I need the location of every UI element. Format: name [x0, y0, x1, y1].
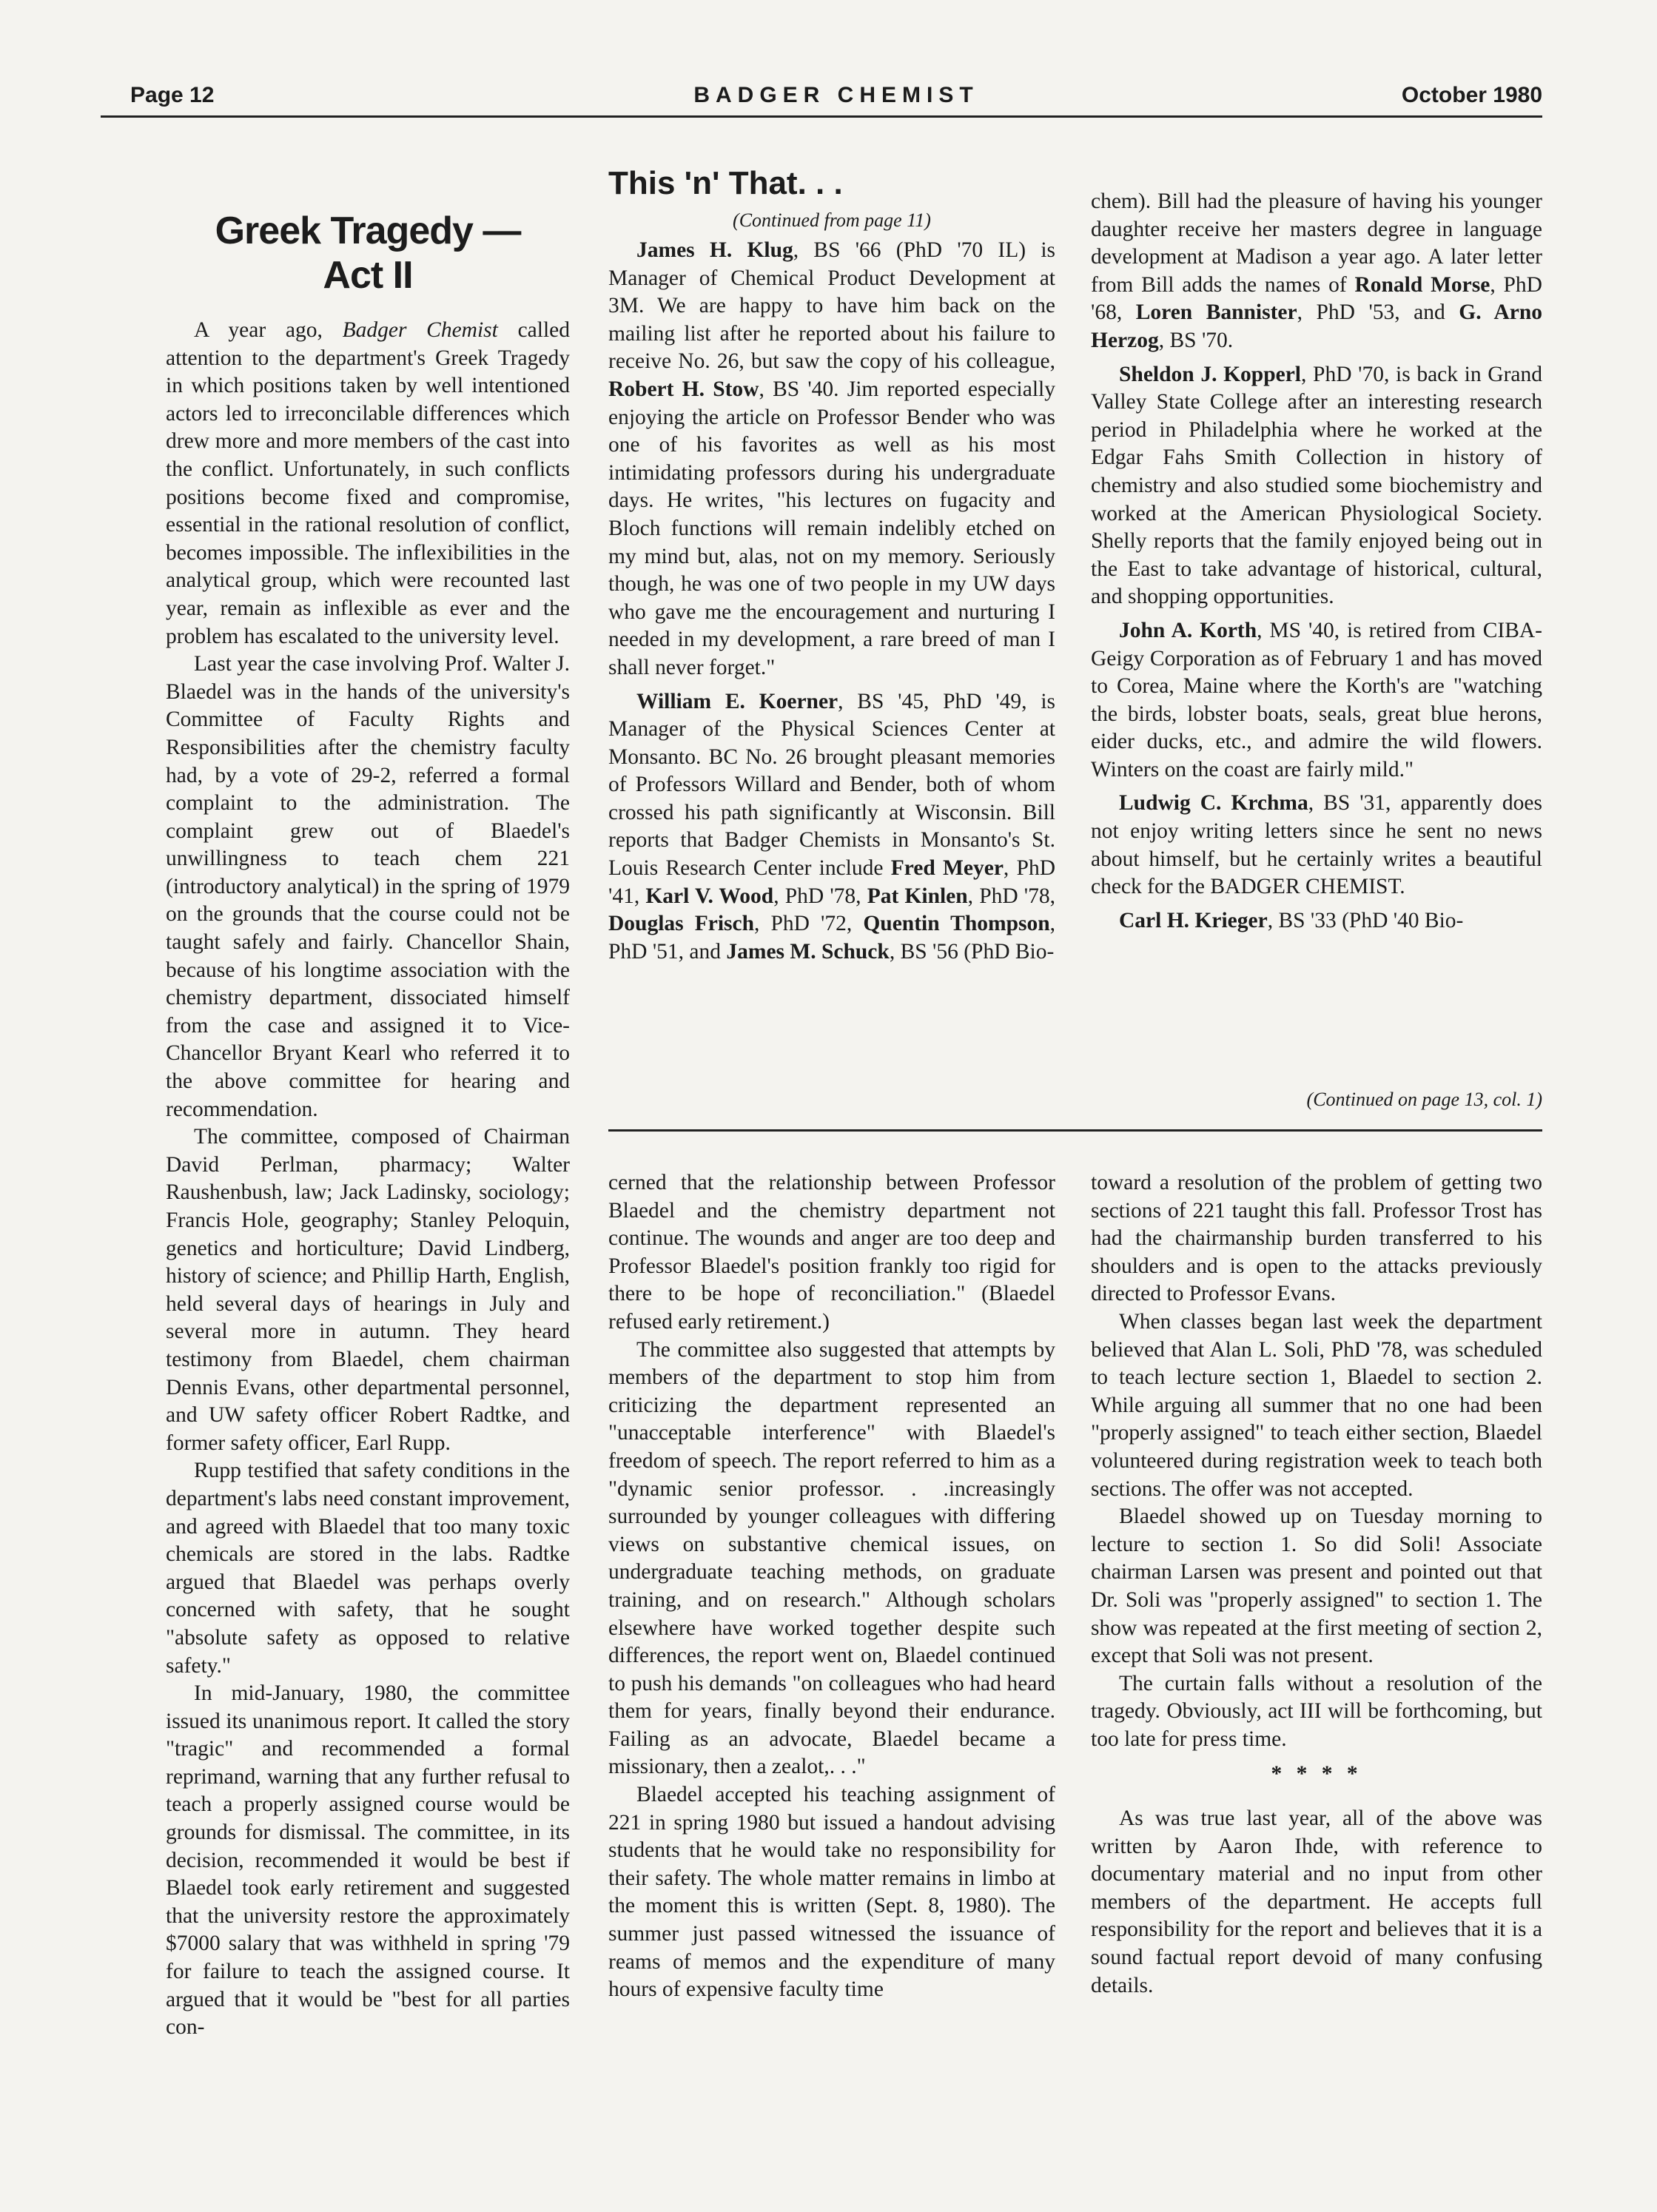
greek-paragraph-4: Rupp testified that safety conditions in the department's labs need constant improvement, and agreed with Blaedel that too many toxic chemicals are stored in the labs. Radtke argued that Blaedel was perhaps overly concerned with safety, that he sought "absolute safety as opposed to relative safety."	[166, 1459, 570, 1678]
greek-paragraph-12: The curtain falls without a resolution of the tragedy. Obviously, act III will be forthcoming, but too late for press time.	[1091, 1671, 1542, 1751]
greek-tragedy-continued-column-3	[1091, 1169, 1542, 2000]
krieger-item: Carl H. Krieger, BS '33 (PhD '40 Bio-	[1119, 908, 1464, 932]
person-name: Loren Bannister	[1135, 300, 1297, 325]
person-name: William E. Koerner	[636, 689, 838, 713]
greek-paragraph-3: The committee, composed of Chairman David Perlman, pharmacy; Walter Raushenbush, law; Jack Ladinsky, sociology; Francis Hole, geography; Stanley Peloquin, genetics and horticulture; David Lindberg, history of science; and Phillip Harth, English, held several days of hearings in July and several more in autumn. They heard testimony from Blaedel, chem chairman Dennis Evans, other departmental personnel, and UW safety officer Robert Radtke, and former safety officer, Earl Rupp.	[166, 1125, 570, 1455]
greek-paragraph-7: The committee also suggested that attempts by members of the department to stop him from criticizing the department represented an "unacceptable interference" with Blaedel's freedom of speech. The report referred to him as a "dynamic senior professor. . .increasingly surrounded by younger colleagues with differing views on substantive chemical issues, on undergraduate teaching methods, on graduate training, and on research." Although scholars elsewhere have worked together despite such differences, the report went on, Blaedel continued to push his demands "on colleagues who had heard them for years, finally beyond their endurance. Failing as an advocate, Blaedel became a missionary, then a zealot,. . ."	[608, 1337, 1055, 1779]
continued-on-note: (Continued on page 13, col. 1)	[1306, 1089, 1542, 1110]
greek-paragraph-13: As was true last year, all of the above was written by Aaron Ihde, with reference to documentary material and no input from other members of the department. He accepts full responsibility for the report and believes that it is a sound factual report devoid of many confusing details.	[1091, 1806, 1542, 1997]
greek-paragraph-6: cerned that the relationship between Professor Blaedel and the chemistry department not continue. The wounds and anger are too deep and Professor Blaedel's position frankly too rigid for there to be hope of reconciliation." (Blaedel refused early retirement.)	[608, 1171, 1055, 1334]
person-name: John A. Korth	[1119, 618, 1257, 642]
person-name: Pat Kinlen	[867, 884, 968, 908]
greek-paragraph-8: Blaedel accepted his teaching assignment of 221 in spring 1980 but issued a handout advising students that he would take no responsibility for their safety. The whole matter remains in limbo at the moment this is written (Sept. 8, 1980). The summer just passed witnessed the issuance of reams of memos and the expenditure of many hours of expensive faculty time	[608, 1783, 1055, 2002]
schuck-continuation: chem). Bill had the pleasure of having his younger daughter receive her masters degree in language development at Madison a year ago. A later letter from Bill adds the names of Ronald Morse, PhD '68, Loren Bannister, PhD '53, and G. Arno Herzog, BS '70.	[1091, 189, 1542, 352]
greek-tragedy-continued-column-2	[608, 1169, 1055, 2004]
publication-name: BADGER CHEMIST	[693, 83, 979, 107]
greek-title-line1: Greek Tragedy —	[215, 209, 521, 252]
greek-paragraph-10: When classes began last week the department believed that Alan L. Soli, PhD '78, was scheduled to teach lecture section 1, Blaedel to section 2. While arguing all summer that no one had been "properly assigned" to teach either section, Blaedel volunteered during registration week to teach both sections. The offer was not accepted.	[1091, 1309, 1542, 1501]
person-name: Robert H. Stow	[608, 377, 759, 401]
page-number: Page 12	[130, 83, 215, 107]
greek-title-line2: Act II	[323, 254, 413, 297]
page-header	[130, 83, 1542, 117]
koerner-item: William E. Koerner, BS '45, PhD '49, is Manager of the Physical Sciences Center at Monsanto. BC No. 26 brought pleasant memories of Professors Willard and Bender, both of whom crossed his path significantly at Wisconsin. Bill reports that Badger Chemists in Monsanto's St. Louis Research Center include Fred Meyer, PhD '41, Karl V. Wood, PhD '78, Pat Kinlen, PhD '78, Douglas Frisch, PhD '72, Quentin Thompson, PhD '51, and James M. Schuck, BS '56 (PhD Bio-	[608, 689, 1056, 964]
kopperl-item: Sheldon J. Kopperl, PhD '70, is back in Grand Valley State College after an interesting research period in Philadelphia where he worked at the Edgar Fahs Smith Collection in history of chemistry and also studied some biochemistry and worked at the American Physiological Society. Shelly reports that the family enjoyed being out in the East to take advantage of historical, cultural, and shopping opportunities.	[1091, 362, 1542, 609]
person-name: Karl V. Wood	[645, 884, 774, 908]
greek-paragraph-5: In mid-January, 1980, the committee issued its unanimous report. It called the story "tragic" and recommended a formal reprimand, warning that any further refusal to teach a properly assigned course would be grounds for dismissal. The committee, in its decision, recommended it would be best if Blaedel took early retirement and suggested that the university restore the approximately $7000 salary that was withheld in spring '79 for failure to teach the assigned course. It argued that it would be "best for all parties con-	[166, 1681, 570, 2040]
greek-paragraph-2: Last year the case involving Prof. Walter J. Blaedel was in the hands of the university's Committee of Faculty Rights and Responsibilities after the chemistry faculty had, by a vote of 29-2, referred a formal complaint to the administration. The complaint grew out of Blaedel's unwillingness to teach chem 221 (introductory analytical) in the spring of 1979 on the grounds that the course could not be taught safely and fairly. Chancellor Shain, because of his longtime association with the chemistry department, dissociated himself from the case and assigned it to Vice-Chancellor Bryant Kearl who referred it to the above committee for hearing and recommendation.	[166, 652, 570, 1121]
this-n-that-column-2	[608, 237, 1055, 966]
header-rule	[101, 115, 1542, 118]
person-name: Douglas Frisch	[608, 912, 755, 936]
person-name: Ronald Morse	[1354, 272, 1490, 297]
person-name: Ludwig C. Krchma	[1119, 791, 1308, 816]
this-n-that-title: This 'n' That. . .	[608, 165, 843, 201]
publication-italic: Badger Chemist	[342, 318, 498, 342]
greek-paragraph-1: A year ago, Badger Chemist called attention to the department's Greek Tragedy in which positions taken by well intentioned actors led to irreconcilable differences which drew more and more members of the cast into the conflict. Unfortunately, in such conflicts positions become fixed and compromise, essential in the rational resolution of conflict, becomes impossible. The inflexibilities in the analytical group, which were recounted last year, remain as inflexible as ever and the problem has escalated to the university level.	[166, 318, 570, 648]
korth-item: John A. Korth, MS '40, is retired from CIBA-Geigy Corporation as of February 1 and has moved to Corea, Maine where the Korth's are "watching the birds, lobster boats, seals, great blue herons, eider ducks, etc., and admire the wild flowers. Winters on the coast are fairly mild."	[1091, 618, 1542, 781]
person-name: Fred Meyer	[890, 856, 1004, 881]
section-break-stars: * * * *	[1271, 1762, 1362, 1786]
person-name: James M. Schuck	[726, 939, 890, 964]
this-n-that-column-3	[1091, 188, 1542, 935]
person-name: G. Arno Herzog	[1091, 300, 1542, 352]
greek-tragedy-column	[166, 317, 570, 2042]
klug-item: James H. Klug, BS '66 (PhD '70 IL) is Manager of Chemical Product Development at 3M. We are happy to have him back on the mailing list after he reported about his failure to receive No. 26, but saw the copy of his colleague, Robert H. Stow, BS '40. Jim reported especially enjoying the article on Professor Bender who was one of his favorites as well as his most intimidating professors during his undergraduate days. He writes, "his lectures on fugacity and Bloch functions will remain indelibly etched on my mind but, alas, not on my memory. Seriously though, he was one of two people in my UW days who gave me the encouragement and nurturing I needed in my development, a rare breed of man I shall never forget."	[608, 238, 1055, 679]
greek-paragraph-11: Blaedel showed up on Tuesday morning to lecture to section 1. So did Soli! Associate chairman Larsen was present and pointed out that Dr. Soli was "properly assigned" to section 1. The show was repeated at the first meeting of section 2, except that Soli was not present.	[1091, 1505, 1542, 1668]
greek-tragedy-title	[166, 209, 570, 297]
krchma-item: Ludwig C. Krchma, BS '31, apparently does not enjoy writing letters since he sent no news about himself, but he certainly writes a beautiful check for the BADGER CHEMIST.	[1091, 791, 1543, 899]
person-name: Quentin Thompson	[863, 912, 1050, 936]
issue-date: October 1980	[1401, 83, 1542, 107]
continued-from-note: (Continued from page 11)	[733, 209, 931, 231]
person-name: James H. Klug	[636, 238, 793, 262]
section-divider-rule	[608, 1129, 1542, 1132]
person-name: Sheldon J. Kopperl	[1119, 362, 1301, 386]
greek-paragraph-9: toward a resolution of the problem of getting two sections of 221 taught this fall. Professor Trost has had the chairmanship burden transferred to his shoulders and is open to the attacks previously directed to Professor Evans.	[1091, 1171, 1542, 1306]
person-name: Carl H. Krieger	[1119, 908, 1268, 932]
